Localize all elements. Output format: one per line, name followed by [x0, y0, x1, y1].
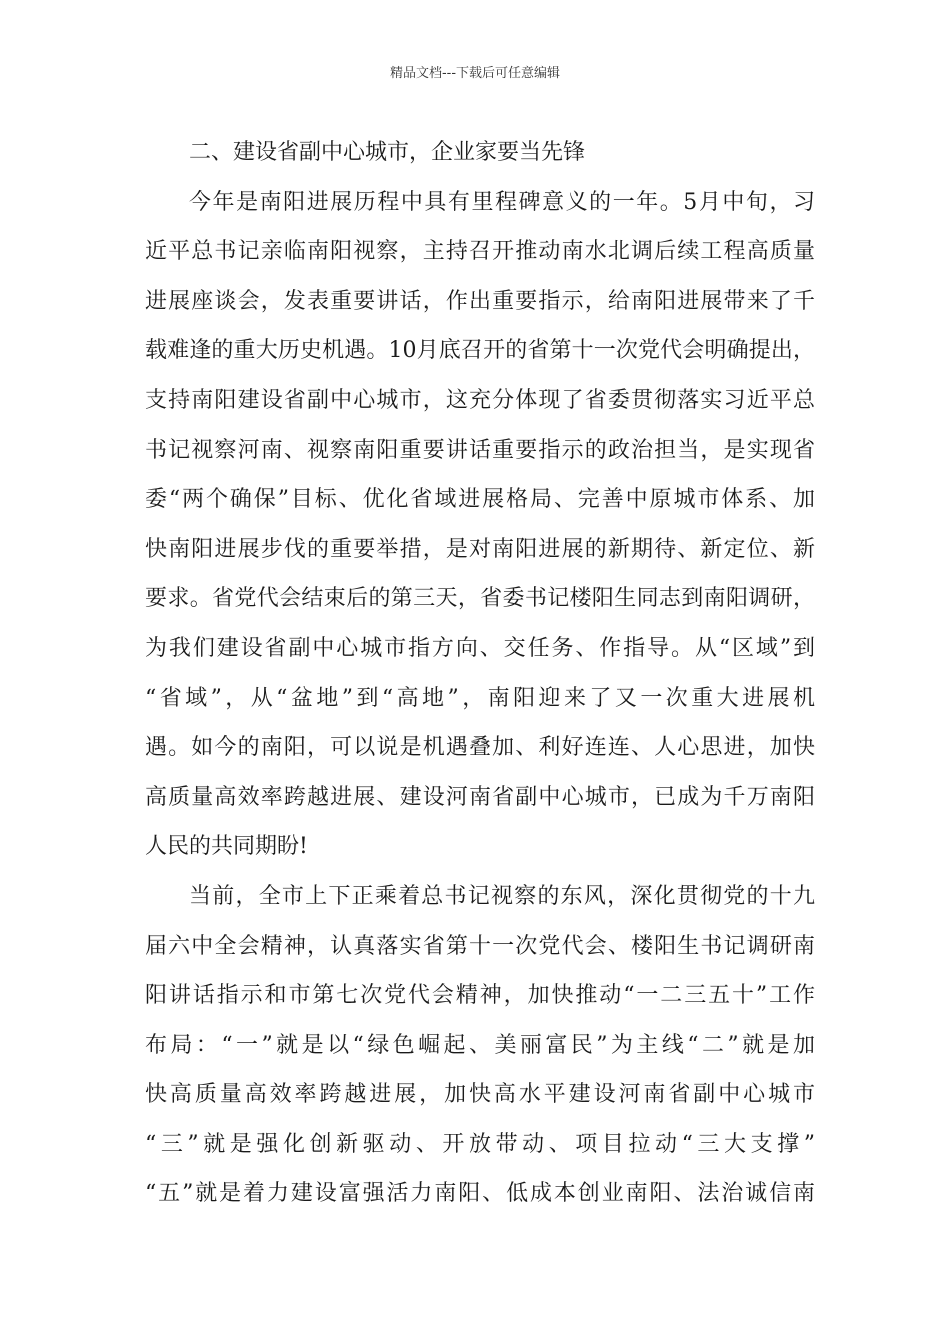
paragraph-line: 近平总书记亲临南阳视察，主持召开推动南水北调后续工程高质量: [145, 239, 815, 265]
paragraph-line: 当前，全市上下正乘着总书记视察的东风，深化贯彻党的十九: [189, 883, 815, 909]
section-heading: 二、建设省副中心城市，企业家要当先锋: [189, 140, 586, 165]
paragraph-line: 高质量高效率跨越进展、建设河南省副中心城市，已成为千万南阳: [145, 784, 815, 810]
paragraph-2: [145, 872, 815, 1219]
paragraph-line: 布局：“一”就是以“绿色崛起、美丽富民”为主线“二”就是加: [145, 1032, 815, 1058]
paragraph-line: 书记视察河南、视察南阳重要讲话重要指示的政治担当，是实现省: [145, 437, 815, 463]
paragraph-line: 进展座谈会，发表重要讲话，作出重要指示，给南阳进展带来了千: [145, 288, 815, 314]
paragraph-line: “五”就是着力建设富强活力南阳、低成本创业南阳、法治诚信南: [145, 1181, 815, 1207]
paragraph-line: 人民的共同期盼!: [145, 834, 308, 860]
paragraph-line: “省域”，从“盆地”到“高地”，南阳迎来了又一次重大进展机: [145, 685, 815, 711]
paragraph-1: [145, 178, 815, 872]
paragraph-line: 今年是南阳进展历程中具有里程碑意义的一年。5月中旬，习: [189, 189, 815, 215]
paragraph-line: 要求。省党代会结束后的第三天，省委书记楼阳生同志到南阳调研，: [145, 586, 815, 612]
paragraph-line: 阳讲话指示和市第七次党代会精神，加快推动“一二三五十”工作: [145, 983, 815, 1009]
paragraph-line: 支持南阳建设省副中心城市，这充分体现了省委贯彻落实习近平总: [145, 387, 815, 413]
document-body: [145, 128, 815, 1219]
paragraph-line: 为我们建设省副中心城市指方向、交任务、作指导。从“区域”到: [145, 635, 815, 661]
paragraph-line: “三”就是强化创新驱动、开放带动、项目拉动“三大支撑”: [145, 1131, 815, 1157]
paragraph-line: 快南阳进展步伐的重要举措，是对南阳进展的新期待、新定位、新: [145, 536, 815, 562]
paragraph-line: 载难逢的重大历史机遇。10月底召开的省第十一次党代会明确提出，: [145, 338, 815, 364]
page-header: 精品文档---下载后可任意编辑: [389, 66, 561, 81]
paragraph-line: 快高质量高效率跨越进展，加快高水平建设河南省副中心城市: [145, 1082, 815, 1108]
paragraph-line: 委“两个确保”目标、优化省域进展格局、完善中原城市体系、加: [145, 487, 815, 513]
paragraph-line: 届六中全会精神，认真落实省第十一次党代会、楼阳生书记调研南: [145, 933, 815, 959]
paragraph-line: 遇。如今的南阳，可以说是机遇叠加、利好连连、人心思进，加快: [145, 735, 815, 761]
